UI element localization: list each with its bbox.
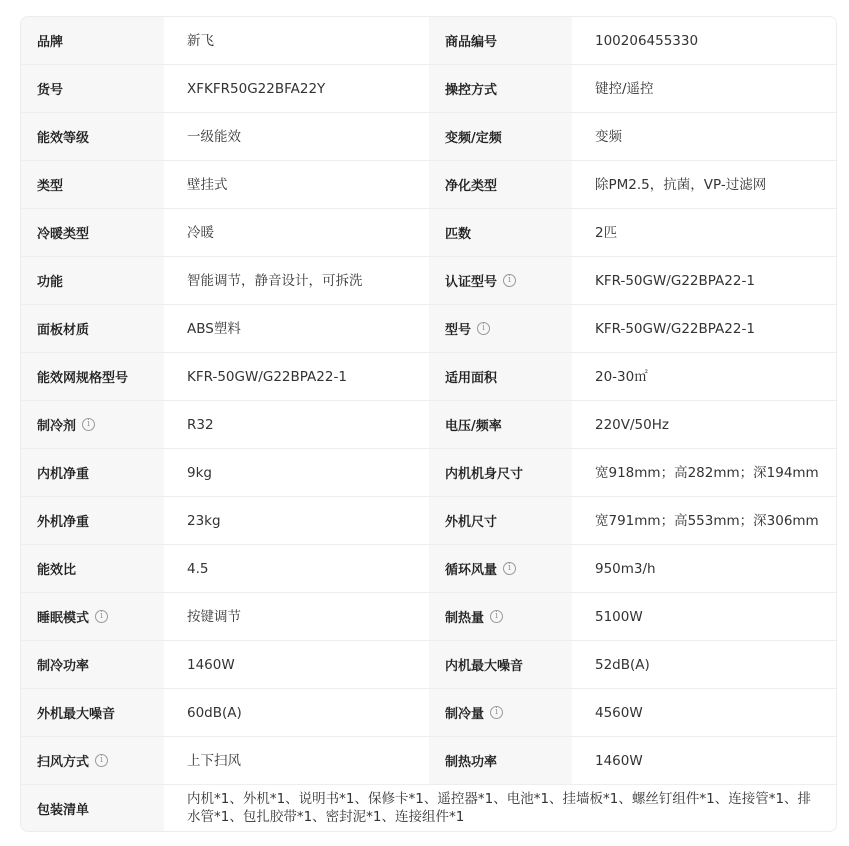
spec-value: 智能调节，静音设计，可拆洗 (164, 257, 429, 305)
spec-label: 外机尺寸 (429, 497, 572, 545)
spec-label: 能效网规格型号 (21, 353, 164, 401)
spec-value: 20-30㎡ (572, 353, 836, 401)
spec-label: 认证型号 i (429, 257, 572, 305)
spec-label: 品牌 (21, 17, 164, 65)
spec-value: XFKFR50G22BFA22Y (164, 65, 429, 113)
spec-label: 制冷功率 (21, 641, 164, 689)
spec-label: 能效比 (21, 545, 164, 593)
spec-value: 9kg (164, 449, 429, 497)
spec-value: 220V/50Hz (572, 401, 836, 449)
spec-label: 外机净重 (21, 497, 164, 545)
spec-label: 制冷量 i (429, 689, 572, 737)
spec-value: 23kg (164, 497, 429, 545)
spec-table (20, 16, 837, 832)
spec-value: KFR-50GW/G22BPA22-1 (164, 353, 429, 401)
info-icon[interactable]: i (503, 562, 516, 575)
spec-value: 一级能效 (164, 113, 429, 161)
spec-label: 制热量 i (429, 593, 572, 641)
spec-value: ABS塑料 (164, 305, 429, 353)
spec-value: 5100W (572, 593, 836, 641)
spec-value: 4560W (572, 689, 836, 737)
spec-label: 冷暖类型 (21, 209, 164, 257)
spec-label: 制热功率 (429, 737, 572, 785)
spec-label: 外机最大噪音 (21, 689, 164, 737)
spec-label: 型号 i (429, 305, 572, 353)
spec-label: 能效等级 (21, 113, 164, 161)
spec-value: 1460W (164, 641, 429, 689)
spec-label: 商品编号 (429, 17, 572, 65)
spec-label: 匹数 (429, 209, 572, 257)
spec-label: 面板材质 (21, 305, 164, 353)
spec-value: 100206455330 (572, 17, 836, 65)
spec-value: 1460W (572, 737, 836, 785)
spec-value: KFR-50GW/G22BPA22-1 (572, 257, 836, 305)
package-value: 内机*1、外机*1、说明书*1、保修卡*1、遥控器*1、电池*1、挂墙板*1、螺丝钉组件*1、连接管*1、排水管*1、包扎胶带*1、密封泥*1、连接组件*1 (164, 785, 836, 831)
spec-label: 类型 (21, 161, 164, 209)
info-icon[interactable]: i (503, 274, 516, 287)
spec-label: 制冷剂 i (21, 401, 164, 449)
spec-value: 宽791mm；高553mm；深306mm (572, 497, 836, 545)
package-label: 包装清单 (21, 785, 164, 831)
info-icon[interactable]: i (82, 418, 95, 431)
spec-label: 变频/定频 (429, 113, 572, 161)
spec-value: 新飞 (164, 17, 429, 65)
spec-label: 内机最大噪音 (429, 641, 572, 689)
spec-value: 4.5 (164, 545, 429, 593)
spec-value: 52dB(A) (572, 641, 836, 689)
spec-label: 睡眠模式 i (21, 593, 164, 641)
spec-value: KFR-50GW/G22BPA22-1 (572, 305, 836, 353)
spec-value: 键控/遥控 (572, 65, 836, 113)
info-icon[interactable]: i (95, 754, 108, 767)
spec-label: 内机机身尺寸 (429, 449, 572, 497)
spec-label: 电压/频率 (429, 401, 572, 449)
spec-label: 适用面积 (429, 353, 572, 401)
spec-value: 按键调节 (164, 593, 429, 641)
spec-value: 宽918mm；高282mm；深194mm (572, 449, 836, 497)
spec-value: 60dB(A) (164, 689, 429, 737)
spec-label: 功能 (21, 257, 164, 305)
spec-value: 除PM2.5，抗菌，VP-过滤网 (572, 161, 836, 209)
spec-label: 货号 (21, 65, 164, 113)
spec-value: 冷暖 (164, 209, 429, 257)
spec-label: 操控方式 (429, 65, 572, 113)
spec-label: 净化类型 (429, 161, 572, 209)
spec-value: 变频 (572, 113, 836, 161)
spec-value: R32 (164, 401, 429, 449)
spec-value: 2匹 (572, 209, 836, 257)
spec-label: 内机净重 (21, 449, 164, 497)
info-icon[interactable]: i (490, 610, 503, 623)
spec-value: 950m3/h (572, 545, 836, 593)
spec-label: 扫风方式 i (21, 737, 164, 785)
spec-value: 壁挂式 (164, 161, 429, 209)
info-icon[interactable]: i (490, 706, 503, 719)
info-icon[interactable]: i (95, 610, 108, 623)
spec-label: 循环风量 i (429, 545, 572, 593)
spec-value: 上下扫风 (164, 737, 429, 785)
info-icon[interactable]: i (477, 322, 490, 335)
